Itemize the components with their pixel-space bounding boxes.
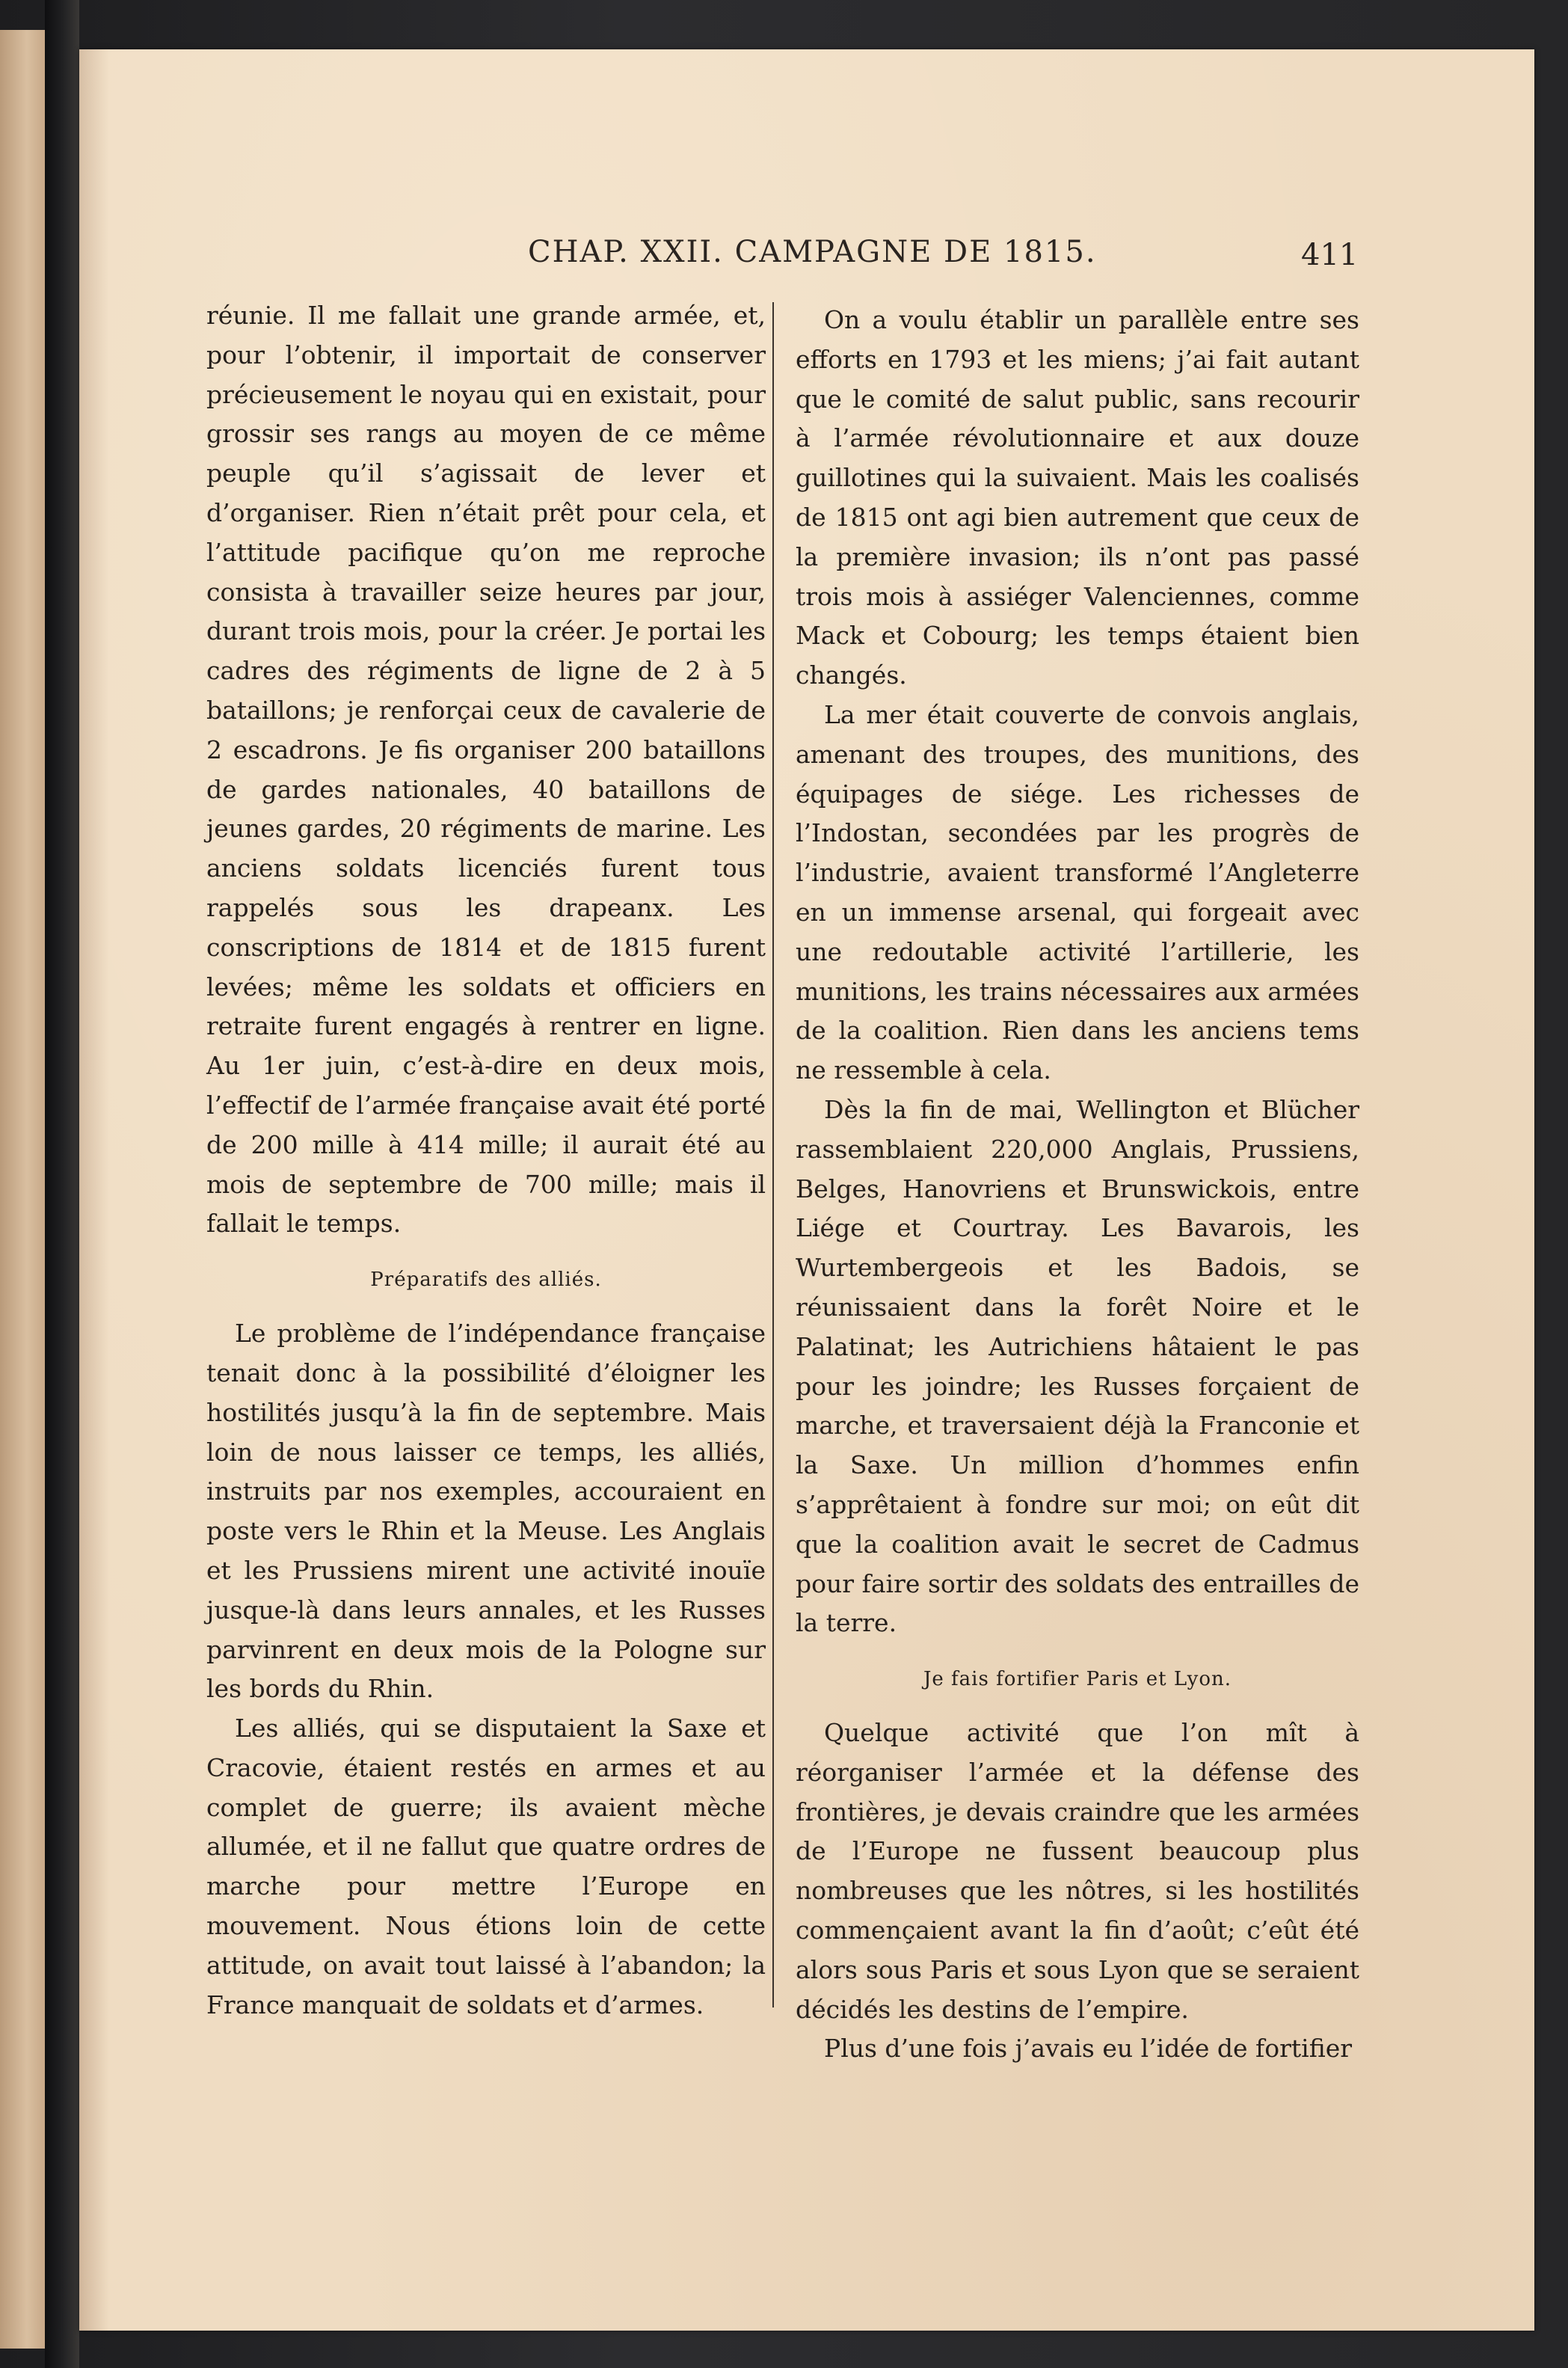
left-paragraph-1: réunie. Il me fallait une grande armée, et, pour l’obtenir, il importait de conserver précieusement le noyau qui en existait, pour grossir ses rangs au moyen de ce même peuple qu’il s’agissait de lever et d’organiser. Rien n’était prêt pour cela, et l’attitude pacifique qu’on me reproche consista à travailler seize heures par jour, durant trois mois, pour la créer. Je portai les cadres des régiments de ligne de 2 à 5 bataillons; je renforçai ceux de cavalerie de 2 escadrons. Je fis organiser 200 bataillons de gardes nationales, 40 bataillons de jeunes gardes, 20 régiments de marine. Les anciens soldats licenciés furent tous rappelés sous les drapeanx. Les conscriptions de 1814 et de 1815 furent levées; même les soldats et officiers en retraite furent engagés à rentrer en ligne. Au 1er juin, c’est-à-dire en deux mois, l’effectif de l’armée française avait été porté de 200 mille à 414 mille; il aurait été au mois de septembre de 700 mille; mais il fallait le temps. — [206, 301, 766, 1239]
column-rule — [772, 302, 774, 2007]
right-paragraph-2: La mer était couverte de convois anglais, amenant des troupes, des munitions, des équipages de siége. Les richesses de l’Indostan, secondées par les progrès de l’industrie, avaient transformé l’Angleterre en un immense arsenal, qui forgeait avec une redoutable activité l’artillerie, les munitions, les trains nécessaires aux armées de la coalition. Rien dans les anciens tems ne ressemble à cela. — [796, 699, 1359, 1085]
right-paragraph-4: Quelque activité que l’on mît à réorganiser l’armée et la défense des frontières, je devais craindre que les armées de l’Europe ne fussent beaucoup plus nombreuses que les nôtres, si les hostilités commençaient avant la fin d’août; c’eût été alors sous Paris et sous Lyon que se seraient décidés les destins de l’empire. — [796, 1718, 1359, 2024]
right-subheading: Je fais fortifier Paris et Lyon. — [923, 1668, 1232, 1691]
right-paragraph-1: On a voulu établir un parallèle entre ses efforts en 1793 et les miens; j’ai fait autant que le comité de salut public, sans recourir à l’armée révolutionnaire et aux douze guillotines qui la suivaient. Mais les coalisés de 1815 ont agi bien autrement que ceux de la première invasion; ils n’ont pas passé trois mois à assiéger Valenciennes, comme Mack et Cobourg; les temps étaient bien changés. — [796, 305, 1359, 690]
left-paragraph-2: Le problème de l’indépendance française tenait donc à la possibilité d’éloigner les hostilités jusqu’à la fin de septembre. Mais loin de nous laisser ce temps, les alliés, instruits par nos exemples, accouraient en poste vers le Rhin et la Meuse. Les Anglais et les Prussiens mirent une activité inouïe jusque-là dans leurs annales, et les Russes parvinrent en deux mois de la Pologne sur les bords du Rhin. — [206, 1319, 766, 1704]
right-paragraph-3: Dès la fin de mai, Wellington et Blücher rassemblaient 220,000 Anglais, Prussiens, Belges, Hanovriens et Brunswickois, entre Liége et Courtray. Les Bavarois, les Wurtembergeois et les Badois, se réunissaient dans la forêt Noire et le Palatinat; les Autrichiens hâtaient le pas pour les joindre; les Russes forçaient de marche, et traversaient déjà la Franconie et la Saxe. Un million d’hommes enfin s’apprêtaient à fondre sur moi; on eût dit que la coalition avait le secret de Cadmus pour faire sortir des soldats des entrailles de la terre. — [796, 1094, 1359, 1638]
left-paragraph-3: Les alliés, qui se disputaient la Saxe et Cracovie, étaient restés en armes et au complet de guerre; ils avaient mèche allumée, et il ne fallut que quatre ordres de marche pour mettre l’Europe en mouvement. Nous étions loin de cette attitude, on avait tout laissé à l’abandon; la France manquait de soldats et d’armes. — [206, 1714, 766, 2019]
facing-page-edge — [0, 30, 45, 2349]
right-paragraph-5: Plus d’une fois j’avais eu l’idée de fortifier — [824, 2034, 1353, 2064]
page-number: 411 — [1301, 238, 1359, 272]
book-binding-gutter — [45, 0, 79, 2368]
left-column — [206, 296, 766, 2025]
running-head: CHAP. XXII. CAMPAGNE DE 1815. — [528, 235, 1097, 269]
book-page — [79, 49, 1534, 2331]
right-column — [796, 301, 1359, 2069]
left-subheading: Préparatifs des alliés. — [370, 1269, 602, 1292]
